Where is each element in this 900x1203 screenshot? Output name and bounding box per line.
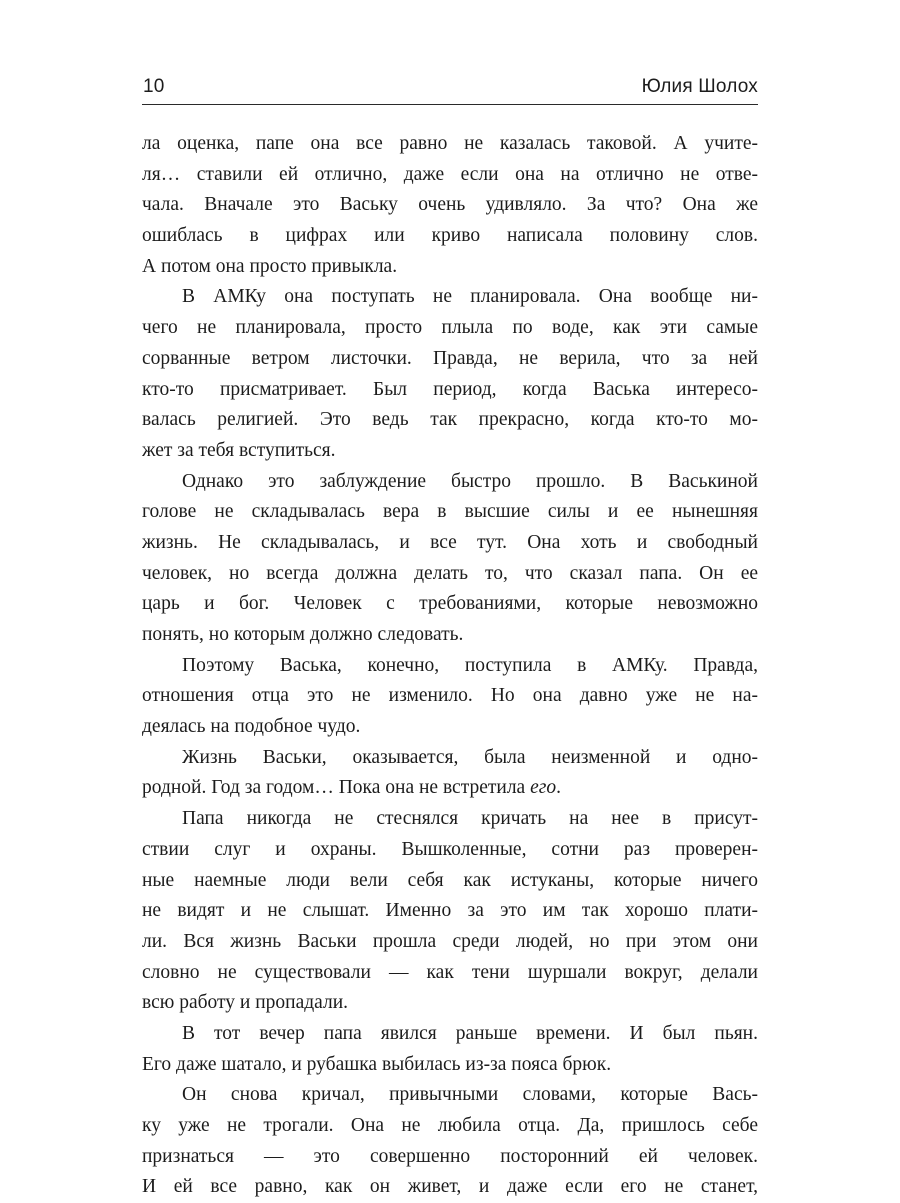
text-line: В тот вечер папа явился раньше времени. И был пьян. [182,1022,758,1044]
text-line: жет за тебя вступиться. [142,439,336,461]
text-line: валась религией. Это ведь так прекрасно, когда кто-то мо- [142,409,758,431]
text-span: родной. Год за годом… Пока она не встретила [142,777,531,799]
text-line: всю работу и пропадали. [142,992,349,1014]
running-title: Юлия Шолох [641,76,758,97]
text-line: человек, но всегда должна делать то, что сказал папа. Он ее [142,562,758,584]
body-text [142,129,758,1203]
text-line: чала. Вначале это Ваську очень удивляло. За что? Она же [142,194,758,216]
text-line: признаться — это совершенно посторонний ей человек. [142,1145,758,1167]
text-line: И ей все равно, как он живет, и даже если его не станет, [142,1176,758,1198]
text-line [142,773,758,804]
text-line: понять, но которым должно следовать. [142,624,464,645]
text-line: голове не складывалась вера в высшие силы и ее нынешняя [142,501,758,523]
text-line: ошиблась в цифрах или криво написала половину слов. [142,225,758,247]
book-page [142,0,758,1200]
page-number: 10 [143,76,165,97]
text-line: ла оценка, папе она все равно не казалась таковой. А учите- [142,133,758,154]
text-line: Жизнь Васьки, оказывается, была неизменной и одно- [182,746,758,768]
text-line: ля… ставили ей отлично, даже если она на отлично не отве- [142,163,758,185]
text-line: деялась на подобное чудо. [142,716,361,738]
text-line: отношения отца это не изменило. Но она давно уже не на- [142,685,758,707]
text-line: Однако это заблуждение быстро прошло. В Васькиной [182,470,758,492]
text-line: Папа никогда не стеснялся кричать на нее в присут- [182,808,758,830]
text-line: царь и бог. Человек с требованиями, которые невозможно [142,593,758,615]
text-line: Его даже шатало, и рубашка выбилась из-за пояса брюк. [142,1053,612,1075]
text-line: В АМКу она поступать не планировала. Она вообще ни- [182,286,758,308]
text-line: ствии слуг и охраны. Вышколенные, сотни раз проверен- [142,838,758,860]
text-span: . [556,777,561,799]
text-line: не видят и не слышат. Именно за это им так хорошо плати- [142,900,758,922]
italic-word: его [530,777,557,799]
text-line: Поэтому Васька, конечно, поступила в АМКу. Правда, [182,654,758,676]
text-line: Он снова кричал, привычными словами, которые Вась- [182,1084,758,1106]
text-line: словно не существовали — как тени шуршали вокруг, делали [142,961,758,983]
text-line: кто-то присматривает. Был период, когда Васька интересо- [142,378,758,400]
running-header [142,74,758,105]
text-line: чего не планировала, просто плыла по воде, как эти самые [142,317,758,339]
text-line: А потом она просто привыкла. [142,255,398,277]
text-line: ли. Вся жизнь Васьки прошла среди людей, но при этом они [142,930,758,952]
text-line: ку уже не трогали. Она не любила отца. Да, пришлось себе [142,1115,758,1136]
text-line: жизнь. Не складывалась, и все тут. Она хоть и свободный [142,531,758,553]
text-line: ные наемные люди вели себя как истуканы, которые ничего [142,869,758,891]
text-line: сорванные ветром листочки. Правда, не верила, что за ней [142,347,758,369]
